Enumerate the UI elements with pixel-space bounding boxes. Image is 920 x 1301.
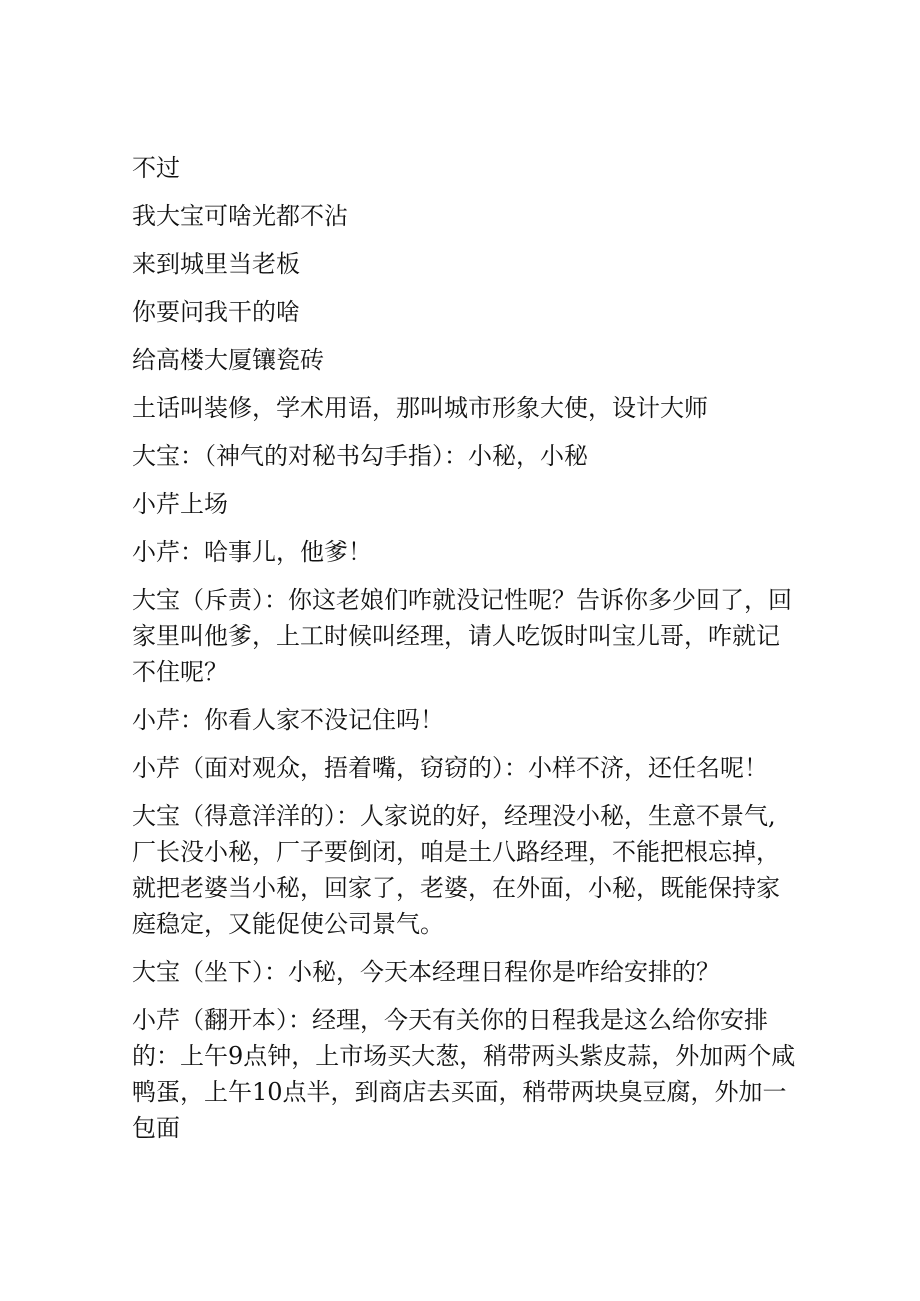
- dialogue-line: 大宝（坐下）：小秘，今天本经理日程你是咋给安排的？: [132, 958, 720, 986]
- text-line: 不过: [132, 154, 180, 182]
- dialogue-paragraph: 大宝（斥责）：你这老娘们咋就没记性呢？告诉你多少回了，回家里叫他爹，上工时候叫经理，请人吃饭时叫宝儿哥，咋就记不住呢？: [132, 586, 792, 686]
- text-line: 你要问我干的啥: [132, 298, 300, 326]
- dialogue-paragraph: 大宝（得意洋洋的）：人家说的好，经理没小秘，生意不景气,厂长没小秘，厂子要倒闭，咱是土八路经理，不能把根忘掉，就把老婆当小秘，回家了，老婆，在外面，小秘，既能保持家庭稳定，又能促使公司景气。: [132, 802, 780, 938]
- dialogue-line: 小芹（面对观众，捂着嘴，窃窃的）：小样不济，还任名呢！: [132, 754, 768, 782]
- dialogue-line: 小芹：你看人家不没记住吗！: [132, 706, 444, 734]
- stage-direction: 小芹上场: [132, 490, 228, 518]
- dialogue-paragraph: 小芹（翻开本）：经理，今天有关你的日程我是这么给你安排的：上午9点钟，上市场买大葱，稍带两头紫皮蒜，外加两个咸鸭蛋，上午10点半，到商店去买面，稍带两块臭豆腐，外加一包面: [132, 1006, 796, 1142]
- dialogue-line: 大宝：（神气的对秘书勾手指）：小秘，小秘: [132, 442, 588, 470]
- dialogue-line: 小芹：哈事儿，他爹！: [132, 538, 372, 566]
- text-line: 来到城里当老板: [132, 250, 300, 278]
- document-body: [132, 150, 797, 1158]
- text-line: 土话叫装修，学术用语，那叫城市形象大使，设计大师: [132, 394, 708, 422]
- text-line: 给高楼大厦镶瓷砖: [132, 346, 324, 374]
- text-line: 我大宝可啥光都不沾: [132, 202, 348, 230]
